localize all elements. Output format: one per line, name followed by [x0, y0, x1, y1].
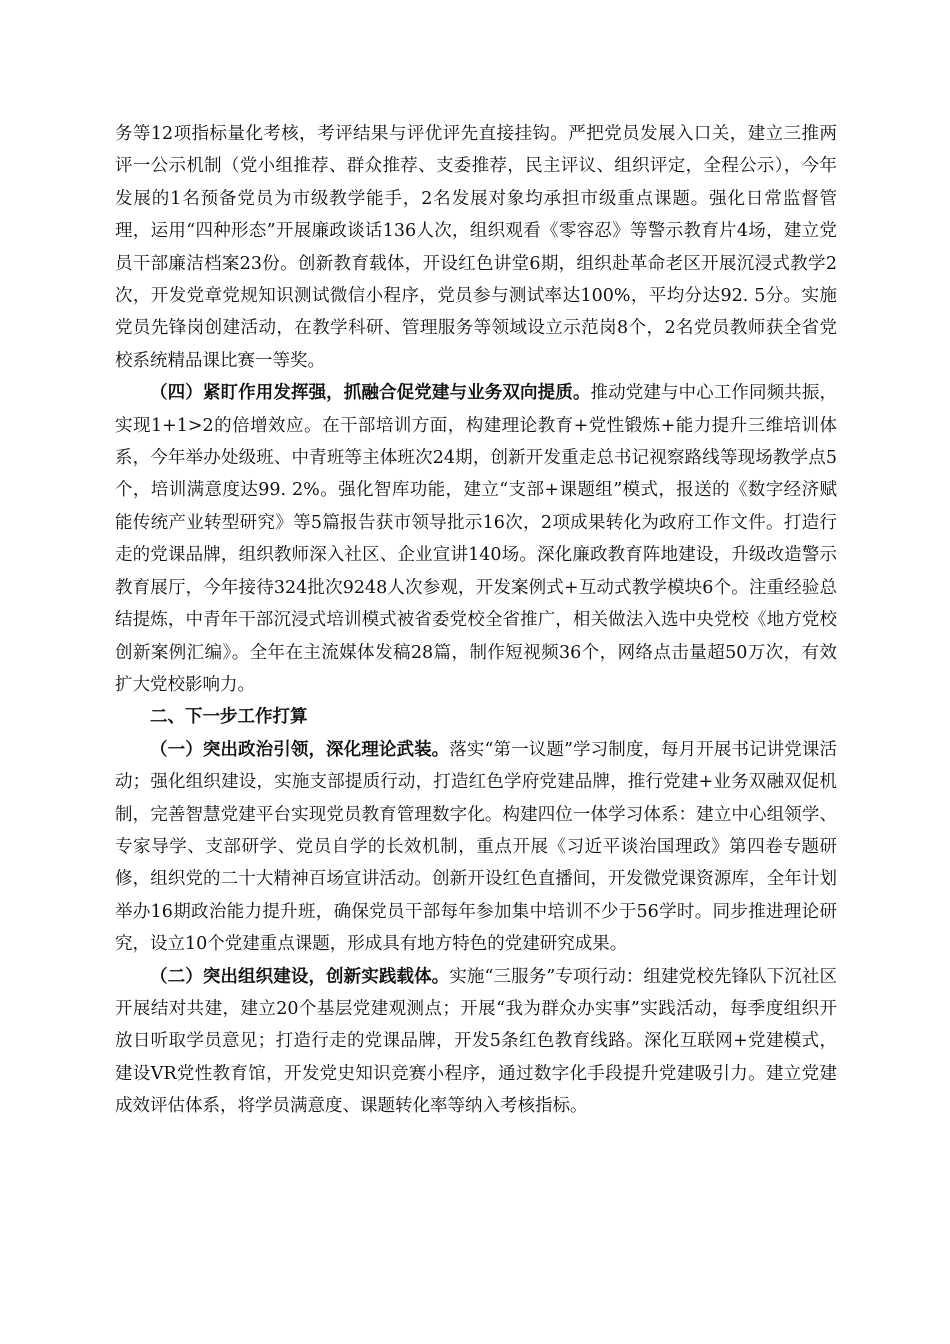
paragraph-continued: 务等12项指标量化考核，考评结果与评优评先直接挂钩。严把党员发展入口关，建立三推两评一公示机制（党小组推荐、群众推荐、支委推荐，民主评议、组织评定，全程公示），今年发展的1名预备党员为市级教学能手，2名发展对象均承担市级重点课题。强化日常监督管理，运用“四种形态”开展廉政谈话136人次，组织观看《零容忍》等警示教育片4场，建立党员干部廉洁档案23份。创新教育载体，开设红色讲堂6期，组织赴革命老区开展沉浸式教学2次，开发党章党规知识测试微信小程序，党员参与测试率达100%，平均分达92. 5分。实施党员先锋岗创建活动，在教学科研、管理服务等领域设立示范岗8个，2名党员教师获全省党校系统精品课比赛一等奖。 — [115, 124, 837, 371]
paragraph-plan-2 — [115, 961, 837, 1123]
section-4-lead: （四）紧盯作用发挥强，抓融合促党建与业务双向提质。 — [150, 383, 591, 404]
section-4-body: 推动党建与中心工作同频共振，实现1+1>2的倍增效应。在干部培训方面，构建理论教育+党性锻炼+能力提升三维培训体系，今年举办处级班、中青班等主体班次24期，创新开发重走总书记视察路线等现场教学点5个，培训满意度达99. 2%。强化智库功能，建立“支部+课题组”模式，报送的《数字经济赋能传统产业转型研究》等5篇报告获市领导批示16次，2项成果转化为政府工作文件。打造行走的党课品牌，组织教师深入社区、企业宣讲140场。深化廉政教育阵地建设，升级改造警示教育展厅，今年接待324批次9248人次参观，开发案例式+互动式教学模块6个。注重经验总结提炼，中青年干部沉浸式培训模式被省委党校全省推广，相关做法入选中央党校《地方党校创新案例汇编》。全年在主流媒体发稿28篇，制作短视频36个，网络点击量超50万次，有效扩大党校影响力。 — [115, 383, 838, 695]
plan-2-body: 实施“三服务”专项行动：组建党校先锋队下沉社区开展结对共建，建立20个基层党建观测点；开展“我为群众办实事”实践活动，每季度组织开放日听取学员意见；打造行走的党课品牌，开发5条红色教育线路。深化互联网+党建模式，建设VR党性教育馆，开发党史知识竞赛小程序，通过数字化手段提升党建吸引力。建立党建成效评估体系，将学员满意度、课题转化率等纳入考核指标。 — [115, 966, 837, 1117]
section-heading-next-steps: 二、下一步工作打算 — [150, 707, 308, 728]
plan-2-lead: （二）突出组织建设，创新实践载体。 — [150, 966, 450, 987]
plan-1-lead: （一）突出政治引领，深化理论武装。 — [150, 739, 450, 760]
paragraph-plan-1 — [115, 734, 837, 961]
document-page — [115, 118, 837, 1123]
paragraph-section-4 — [115, 377, 837, 701]
plan-1-body: 落实“第一议题”学习制度，每月开展书记讲党课活动；强化组织建设，实施支部提质行动，打造红色学府党建品牌，推行党建+业务双融双促机制，完善智慧党建平台实现党员教育管理数字化。构建四位一体学习体系：建立中心组领学、专家导学、支部研学、党员自学的长效机制，重点开展《习近平谈治国理政》第四卷专题研修，组织党的二十大精神百场宣讲活动。创新开设红色直播间，开发微党课资源库，全年计划举办16期政治能力提升班，确保党员干部每年参加集中培训不少于56学时。同步推进理论研究，设立10个党建重点课题，形成具有地方特色的党建研究成果。 — [115, 739, 837, 955]
